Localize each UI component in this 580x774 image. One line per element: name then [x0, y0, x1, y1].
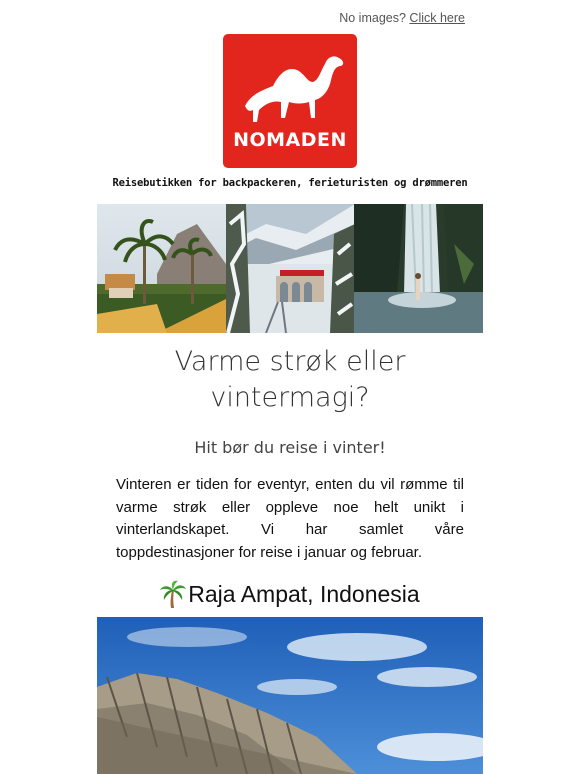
- snowy-train-viaduct-photo: [226, 204, 355, 333]
- waterfall-photo: [354, 204, 483, 333]
- no-images-bar: [0, 11, 465, 25]
- destination-title: [97, 580, 483, 608]
- subheading: Hit bør du reise i vinter!: [194, 438, 386, 457]
- palm-trees-photo: [97, 204, 226, 333]
- nomaden-logo[interactable]: [223, 34, 357, 168]
- hero-image-strip[interactable]: [97, 204, 483, 333]
- logo-wordmark: NOMADEN: [233, 129, 347, 151]
- palm-tree-emoji-icon: [160, 580, 186, 608]
- page-title-line-1: Varme strøk eller: [174, 346, 406, 377]
- page-title-line-2: vintermagi?: [210, 382, 370, 413]
- page-title: [97, 344, 483, 416]
- intro-paragraph: Vinteren er tiden for eventyr, enten du vil rømme til varme strøk eller oppleve noe helt unikt i vinterlandskapet. Vi har samlet våre toppdestinasjoner for reise i januar og februar.: [116, 476, 464, 561]
- tagline: Reisebutikken for backpackeren, ferieturisten og drømmeren: [112, 177, 468, 189]
- destination-name: Raja Ampat, Indonesia: [188, 580, 420, 607]
- click-here-link[interactable]: Click here: [409, 11, 465, 25]
- raja-ampat-photo[interactable]: [97, 617, 483, 774]
- no-images-text: No images?: [339, 11, 406, 25]
